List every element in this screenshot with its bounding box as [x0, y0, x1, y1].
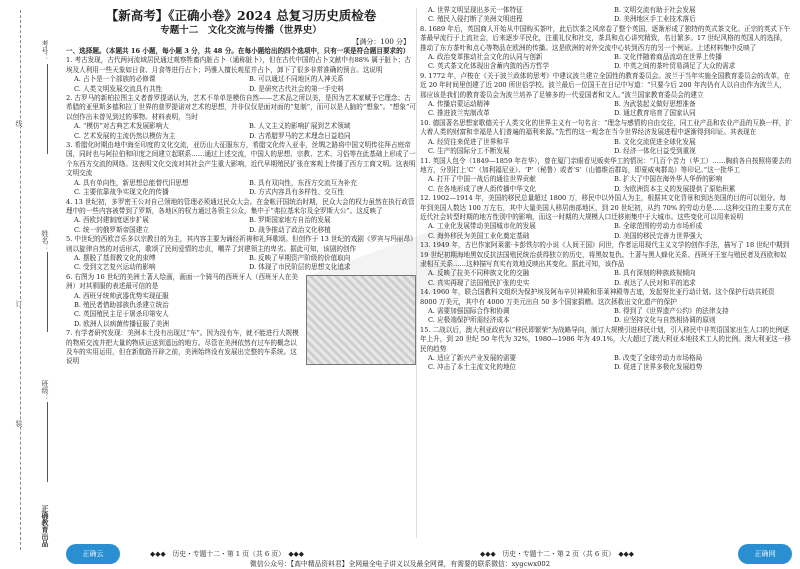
answer-option: B. 扩大了中国在海外华人华侨的影响: [614, 175, 722, 184]
answer-option: B. 殖民者借助部族仇杀建立统治: [74, 300, 169, 309]
answer-options: [420, 354, 792, 373]
question-stem: 14. 1960 年，联合国教科文组织为保护埃及阿布辛贝神殿和菲莱神殿等古迹，发起努比亚行动计划。这个保护行动共耗资 8000 万美元，其中有 4000 万美元出自 50 多个国家捐赠。这次拯救出文化遗产的保护: [420, 288, 775, 306]
question-stem: 7. 有学者研究发现：美洲本土没有出现过“车”。因为没有车，就不能进行大规模的物质交流并把大量的物质运送到遥远的地方。尽管在美洲依然有过车的概念以及车的实用运用，但在新航路开辟之前，美洲始终没有发展出完整的车系统。这说明: [66, 329, 299, 366]
answer-option: B. 为武装起义做好思想准备: [614, 100, 696, 109]
answer-option: A. 反映了拉美不同种族文化的交融: [428, 269, 530, 278]
exam-subtitle: 专题十二 文化交流与传播（世界史）: [160, 25, 322, 36]
answer-option: C. 殖民入侵打断了美洲文明进程: [428, 15, 523, 24]
answer-option: D. 中英之间的茶叶贸易满足了大众的需求: [614, 62, 736, 71]
answer-option: C. 受到文艺复兴运动的影响: [74, 263, 156, 272]
answer-option: C. 冲击了本土主流文化的地位: [428, 363, 517, 372]
answer-option: A. 西班牙统帅武器优势实现征服: [74, 291, 169, 300]
answer-option: D. 通过教育培育了国家认同: [614, 109, 696, 118]
answer-options: [66, 75, 416, 94]
answer-option: A. 打开了中国一战后的通往世界贡献: [428, 175, 536, 184]
left-page-footer: ◆◆◆ 历史・专题十二・第 1 页（共 6 页） ◆◆◆: [150, 550, 305, 558]
answer-option: B. 可以通过不同地区的人神关系: [249, 75, 344, 84]
answer-option: D. 促进了世界多极化发展趋势: [614, 363, 703, 372]
answer-options: [420, 269, 792, 288]
left-logo: 正确云: [66, 544, 120, 564]
answer-option: A. 需要加强国际合作和协调: [428, 307, 510, 315]
question-stem: 6. 右图为 16 世纪的美洲土著人绘画，画面一个骑马的西班牙人（西班牙人在美洲）对其驯服的表述最可信的是: [66, 272, 298, 291]
answer-option: A. 摆脱了基督教文化的束缚: [74, 253, 156, 262]
answer-option: C. 海外移民为美国工业化奠定基础: [428, 231, 530, 240]
question-figure: [306, 275, 416, 365]
answer-option: C. 生产的国际分工不断发展: [428, 147, 510, 156]
answer-option: A. 具有单向性，新思想总能替代旧思想: [74, 178, 189, 187]
answer-option: C. 真实再现了法国殖民扩张的史实: [428, 278, 530, 287]
total-score: 【满分：100 分】: [352, 38, 410, 46]
answer-option: D. 战争推动了政治文化移植: [249, 225, 331, 234]
left-column: [66, 6, 416, 367]
question-stem: 8. 1689 年后，英国商人开始从中国购买茶叶，此后饮茶之风席卷了整个英国，逐渐形成了独特的英式茶文化。正宗的英式下午茶最早流行于上流社会，后来逐步平民化，注重礼仪和社交，茶具和点心讲究精致，名目繁多。17 世纪风格的英国人的选择，推动了东方茶叶和点心等物品在欧洲的传播。这是欧洲的对外交流中心转到西方的另一个例证。上述材料集中反映了: [420, 24, 791, 52]
exam-number-line: [47, 64, 48, 154]
answer-option: A. 政治变革推动社会文化的认同与创新: [428, 53, 543, 62]
answer-option: D. 美洲地区手工业技术落后: [614, 15, 696, 24]
answer-option: A. 适应了新兴产业发展的需要: [428, 354, 517, 363]
answer-option: B. 改变了全球劳动力市场格局: [614, 354, 703, 363]
question-stem: 1. 考古发现，古代两河流域居民通过观察牲畜内脏占卜（通称脏卜），但在古代中国的占卜文献中有88% 属于脏卜；古埃及人利用一些天象如日食、月食等进行占卜；玛雅人擅长观星并占卜，卸下了很多非常准确的预言。这说明: [66, 56, 411, 74]
exam-title: 【新高考】《正确小卷》2024 总复习历史质检卷: [105, 8, 377, 23]
answer-option: B. 反映了早期资产阶级的价值取向: [249, 253, 351, 262]
answer-option: C. 英国殖民主足于屠杀印第安人: [74, 310, 169, 319]
answer-options: [420, 307, 792, 326]
left-questions: [66, 47, 416, 367]
question-stem: 11. 英国人包令（1849—1859 年在华），曾在厦门亲眼看见贩卖华工的情况：“几百个苦力（华工）……胸前各自按照将要去的地方，分别打上‘C’（加利福尼亚）、‘P’（秘鲁）或者‘S’（山德维治群岛，即夏威夷群岛）等印记。”这一批华工: [420, 156, 792, 174]
section-heading: 一、选择题。（本题共 16 小题，每小题 3 分，共 48 分。在每小题给出的四个选项中，只有一项是符合题目要求的）: [66, 47, 410, 55]
answer-option: B. 罗斯国家地方自治的发展: [249, 216, 331, 225]
answer-option: D. 经济一体化日益受到重视: [614, 147, 696, 156]
seal-char-zhuang: 装: [15, 420, 23, 427]
answer-option: D. 美国的移民完善力世界强大: [614, 231, 703, 240]
answer-option: C. 统一的俄罗斯帝国建立: [74, 225, 149, 234]
answer-option: C. 艺术发展的主流仍然以模仿为主: [74, 131, 176, 140]
answer-option: D. 欧洲人以病菌传播征服了美洲: [74, 319, 169, 328]
question-stem: 9. 1772 年，卢梭在《关于波兰政体的思考》中建议波兰建立全国性的教育委员会。波兰于当年实施全国教育委员会的改革，在近 20 年时间里创建了近 200 所世俗学校。波兰最后一位国王在日记中写道：“只要今后 200 年内仍有人以自由作为波兰人，那应该是我们的教育委员会为波兰培养了足够多的一代爱国者和文人。”波兰国家教育委员会的建立: [420, 71, 791, 99]
answer-option: B. 具有深刻的种族歧视倾向: [614, 269, 696, 278]
answer-options: [66, 179, 416, 198]
answer-option: D. 方式内容具有多样性、交互性: [249, 188, 344, 197]
answer-option: B. 文化交流促进全球化发展: [614, 137, 696, 146]
question-stem: 10. 德国著名思想家歌德关于人类文化的世界主义有一句名言：“理念与感情的自由交往，同工业产品和农业产品的互换一样，扩大着人类的财富和幸福是人们普遍的福利来源。”先哲的这一观念在当今世界经济发展进程中逐渐得到印证。其表现在: [420, 118, 793, 137]
answer-options: [420, 53, 792, 72]
answer-options: [66, 254, 416, 273]
footer-note: 微信公众号：【高中精品资料君】全网最全电子讲义以及最全网课，有需要的联系微信：xygcwx002: [249, 560, 551, 568]
answer-option: A. 传播启蒙运动精神: [428, 100, 490, 109]
answer-options: [420, 175, 792, 194]
answer-options: [66, 122, 416, 141]
right-page-footer: ◆◆◆ 历史・专题十二・第 2 页（共 6 页） ◆◆◆: [480, 550, 635, 558]
answer-option: C. 人类文明发展交流具有共性: [74, 84, 163, 93]
class-line: [47, 402, 48, 482]
seal-char-ding: 订: [15, 300, 23, 307]
answer-option: A. 工业化发展带动美国城市化的发展: [428, 222, 536, 231]
answer-option: A. 世界文明呈现出多元一体特征: [428, 6, 523, 14]
answer-options: [66, 216, 416, 225]
right-logo: 正确网: [738, 544, 792, 564]
publisher-label: 正确教育出品: [41, 505, 50, 547]
answer-option: D. 应坚持文化与自然相协调的原则: [614, 316, 716, 325]
answer-options: [66, 226, 416, 235]
answer-option: D. 体现了市民阶层的思想文化追求: [249, 263, 351, 272]
answer-option: B. 人文主义的影响扩展到艺术领域: [249, 122, 351, 131]
answer-option: C. 应极端保护所需经济成本: [428, 316, 510, 325]
answer-option: C. 主要依靠战争实现文化的传播: [74, 188, 169, 197]
question-stem: 3. 希腊化时期由地中海至印度的文化交流，亚历山大征服东方，希腊文化传入亚非，丝绸之路将中国文明传往拜占庭帝国，同时也与阿拉伯和印度之间建立起联系……通过上述交流，中国人的思想、宗教、艺术、习俗等在此基础上形成了一个东西方交流的网络。这表明文化交流对其社会产生重大影响，近代早期殖民扩张在客观上传播了西方工商文明。这表明文明交流: [66, 141, 416, 178]
question-stem: 4. 13 世纪初，多罗密王公对自己领地的管理必须通过民众大会。在金帐汗国统治时期，民众大会的权力虽然在执行政管理中的一些内容被带到了罗斯，各地区的权力通过各领主公众，集中于“弗拉基米尔及全罗斯大公”。这反映了: [66, 197, 415, 215]
binding-margin: [0, 0, 62, 569]
answer-option: B. 文化伴随着商品流动在世界上传播: [614, 53, 722, 62]
answer-option: D. 是研究古代社会的第一手史料: [249, 84, 344, 93]
answer-options: [420, 100, 792, 119]
seal-char-xian: 线: [15, 120, 23, 127]
answer-option: B. 得到了《世界遗产公约》的法律支持: [614, 307, 729, 315]
seal-line: [20, 10, 21, 550]
answer-options: [420, 222, 792, 241]
answer-option: D. 为欧洲资本主义的发展提供了原始积累: [614, 184, 736, 193]
answer-option: D. 古希腊罗马的艺术理念日益趋同: [249, 131, 351, 140]
answer-option: B. 全球范围的劳动力市场形成: [614, 222, 703, 231]
answer-option: B. 具有双向性，东西方交流互为补充: [249, 178, 357, 187]
question-stem: 12. 1902—1914 年，美国的移民总量超过 1800 万，移民中以外国人为主，根据其文化背景和到达美国的目的可以划分。每年到美国人数达 100 万左右，其中大量美国人移居南部地区，到 20 世纪初，从约 70% 的劳动力是……这种交往的主要方式在近代社会转型时期的地方性别中的影响，而这一时期的大规模人口迁移则集中于大城市。这些变化可以用来说明: [420, 194, 792, 221]
right-questions: [420, 6, 792, 373]
right-column: [420, 6, 792, 373]
name-label: 姓名：: [41, 230, 49, 251]
question-stem: 13. 1949 年，古巴作家阿莱霍·卡彭铁尔的小说《人间王国》问世，作者运用现代主义文学的创作手法，描写了 18 世纪中期到 19 世纪初期海地黑奴反抗法国殖民统治获得独立的历史，将黑奴复仇、土著与黑人蜂化关系、西班牙王室与殖民者及西欧和奴隶相互关系……这种描写真实有效地反映出其变化。据此可知，该作品: [420, 241, 790, 268]
answer-option: A. 占卜是一个部族的必修课: [74, 75, 156, 84]
exam-number-label: 考号：: [41, 40, 49, 61]
class-label: 班级：: [41, 380, 49, 401]
question-stem: 15. 二战以后，澳大利亚政府以“移民即繁荣”为战略导向，制订大规模引进移民计划，引入移民中非英语国家出生人口的比例逐年上升，到 20 世纪 50 年代为 32%，1980—1986 年为 49.1%，大大超过了澳大利亚本地技术工人的比例。澳大利亚这一移民的趋势: [420, 325, 791, 353]
answer-option: A. 经贸往来促进了世界和平: [428, 137, 510, 146]
question-stem: 2. 古罗马的新柏拉图主义者普罗提诺认为，艺术不单单是模仿自然——艺术品之所以美，是因为艺术家赋予它理念；古希腊的亚里斯多德和拉丁世界的普罗提诺对艺术的思想，并非仅仅是面对面的“复制”，而可以是人脑的“想象”。“想象”可以创作出未曾见到过的事物。材料表明，当时: [66, 94, 416, 121]
answer-option: A. 西欧封建制度逐步扩展: [74, 216, 149, 225]
answer-option: C. 推进波兰宪制改革: [428, 109, 490, 118]
name-line: [47, 252, 48, 332]
answer-options: [420, 6, 792, 25]
answer-option: C. 英式茶文化体现出含蓄内敛的西方哲学: [428, 62, 550, 71]
question-stem: 5. 中世纪的西欧音乐多以宗教目的为主，其内容主要为诵经祈祷和礼拜歌颂。但创作于 13 世纪的戏剧《罗宾与玛丽昂》则以旋律自然的对话形式，歌颂了民间爱情的忠贞，嘲弄了封建领主的卑劣。据此可知，该剧的创作: [66, 235, 414, 253]
answer-option: C. 在各地形成了唐人街传播中华文化: [428, 184, 536, 193]
answer-option: D. 表达了人民对和平的追求: [614, 278, 696, 287]
answer-options: [420, 138, 792, 157]
answer-option: A. “模仿”对古典艺术发展影响大: [74, 122, 169, 131]
answer-option: B. 文明交流有助于社会发展: [614, 6, 696, 14]
